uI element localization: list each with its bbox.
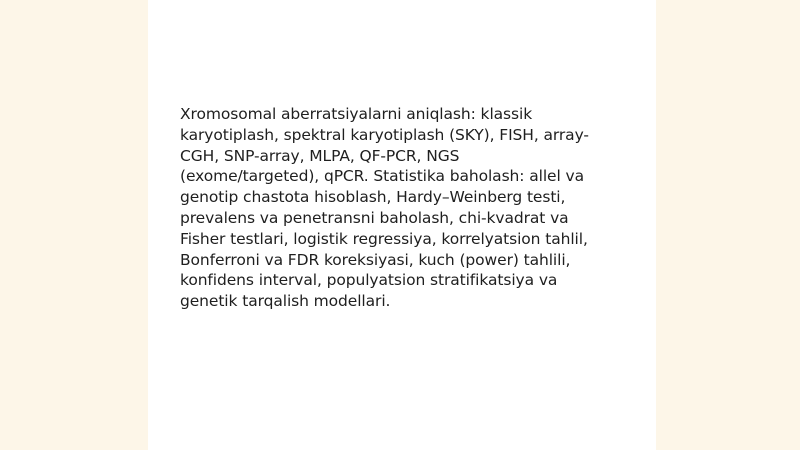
text-line: Fisher testlari, logistik regressiya, korrelyatsion tahlil, [180, 229, 588, 248]
paragraph [180, 104, 626, 312]
text-line: genotip chastota hisoblash, Hardy–Weinberg testi, [180, 188, 566, 207]
text-line: Bonferroni va FDR koreksiyasi, kuch (power) tahlili, [180, 250, 571, 269]
text-line: karyotiplash, spektral karyotiplash (SKY), FISH, array- [180, 125, 589, 144]
text-line: konfidens interval, populyatsion stratifikatsiya va [180, 271, 558, 290]
text-line: Xromosomal aberratsiyalarni aniqlash: klassik [180, 105, 533, 123]
text-line: genetik tarqalish modellari. [180, 292, 391, 311]
document-page [148, 0, 656, 450]
text-line: prevalens va penetransni baholash, chi-kvadrat va [180, 208, 569, 227]
text-line: (exome/targeted), qPCR. Statistika baholash: allel va [180, 167, 584, 186]
text-line: CGH, SNP-array, MLPA, QF-PCR, NGS [180, 146, 460, 165]
